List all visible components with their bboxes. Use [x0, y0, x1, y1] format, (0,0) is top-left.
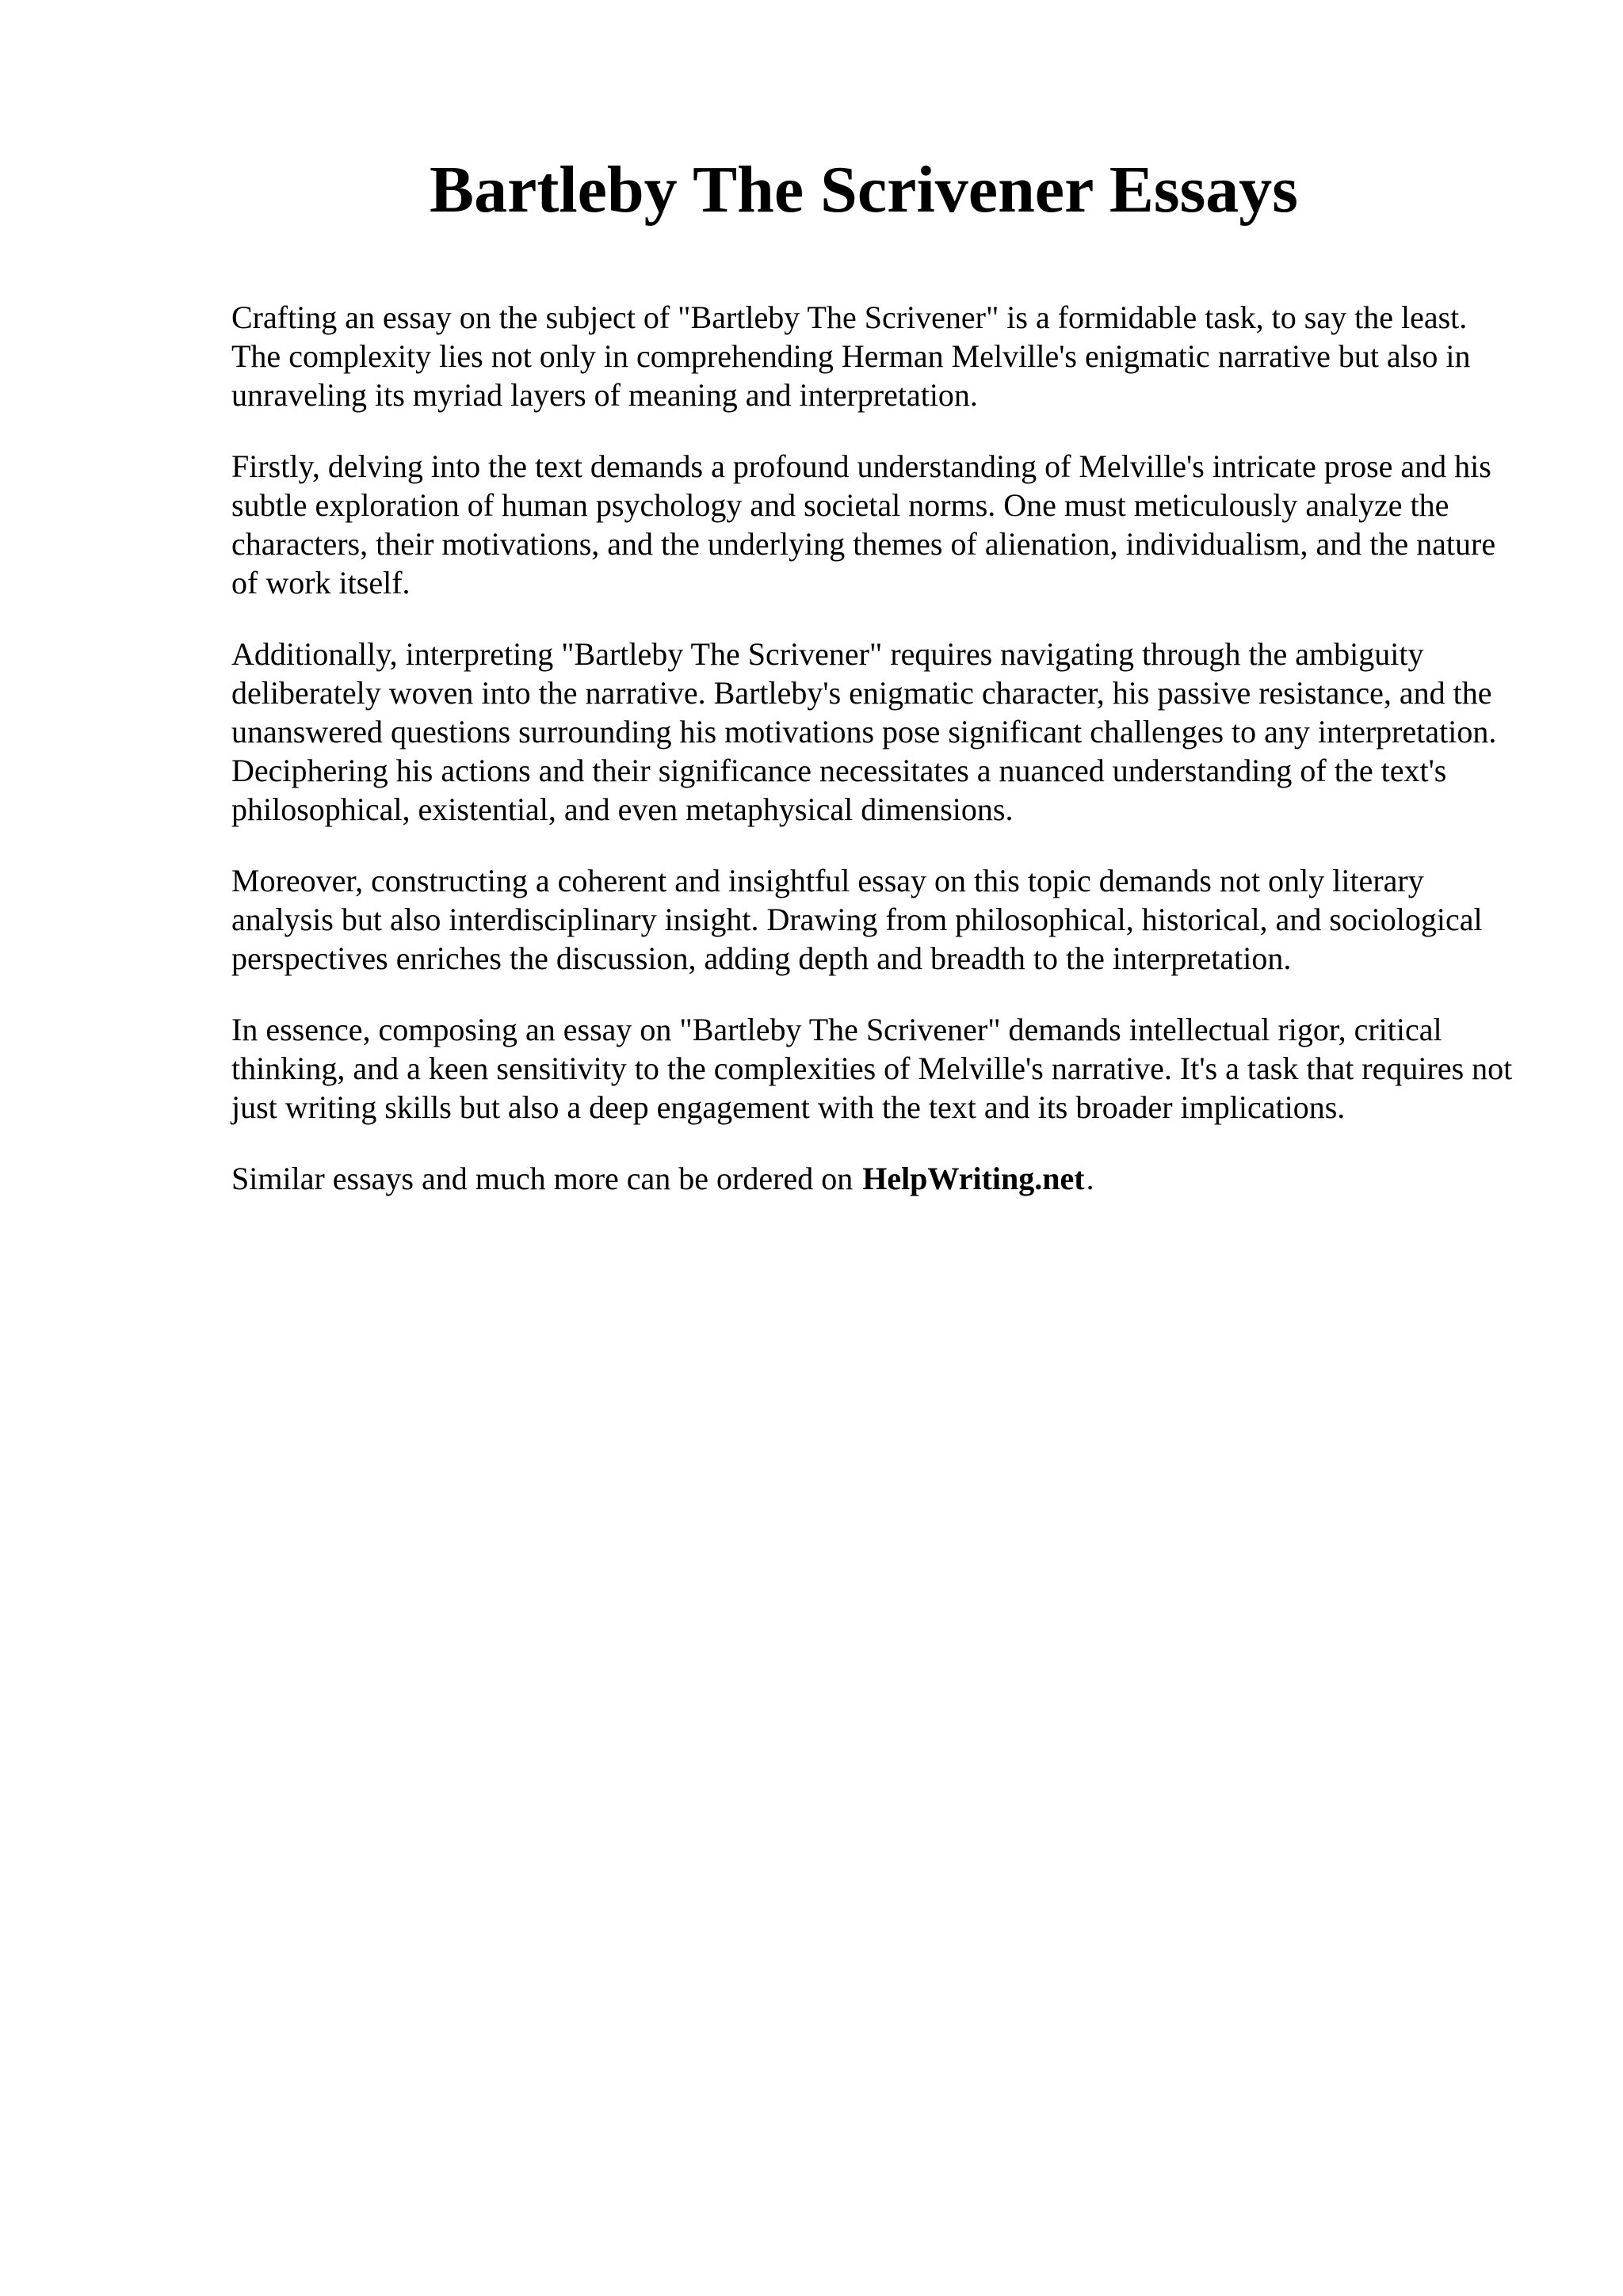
paragraph-3: Additionally, interpreting "Bartleby The Scrivener" requires navigating through the ambiguity deliberately woven into the narrative. Bartleby's enigmatic character, his passive resistance, and the unanswered questions surrounding his motivations pose significant challenges to any interpretation. Deciphering his actions and their significance necessitates a nuanced understanding of the text's philosophical, existential, and even metaphysical dimensions. — [231, 636, 1497, 827]
closing-line — [231, 1159, 1515, 1198]
paragraph-2: Firstly, delving into the text demands a profound understanding of Melville's intricate prose and his subtle exploration of human psychology and societal norms. One must meticulously analyze the characters, their motivations, and the underlying themes of alienation, individualism, and the nature of work itself. — [231, 448, 1496, 601]
paragraph-4: Moreover, constructing a coherent and insightful essay on this topic demands not only literary analysis but also interdisciplinary insight. Drawing from philosophical, historical, and sociological perspectives enriches the discussion, adding depth and breadth to the interpretation. — [231, 863, 1483, 976]
closing-period: . — [1086, 1161, 1094, 1196]
paragraph-5: In essence, composing an essay on "Bartleby The Scrivener" demands intellectual rigor, critical thinking, and a keen sensitivity to the complexities of Melville's narrative. It's a task that requires not just writing skills but also a deep engagement with the text and its broader implications. — [231, 1012, 1513, 1125]
document-body — [231, 298, 1515, 1198]
helpwriting-link[interactable]: HelpWriting.net — [862, 1161, 1085, 1196]
paragraph-1: Crafting an essay on the subject of "Bartleby The Scrivener" is a formidable task, to say the least. The complexity lies not only in comprehending Herman Melville's enigmatic narrative but also in unraveling its myriad layers of meaning and interpretation. — [231, 299, 1471, 413]
page-title: Bartleby The Scrivener Essays — [430, 153, 1298, 227]
closing-text: Similar essays and much more can be ordered on — [231, 1161, 854, 1196]
